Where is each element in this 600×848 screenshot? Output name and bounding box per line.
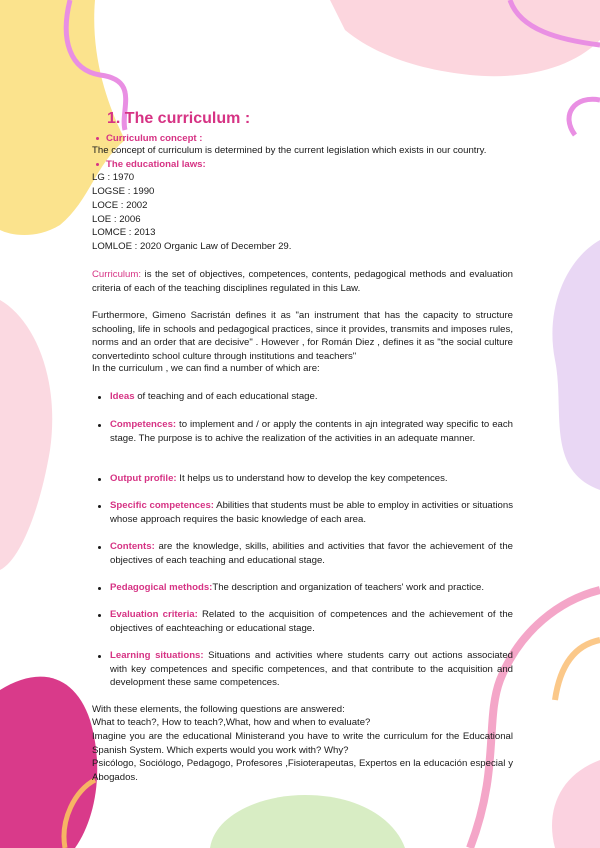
- item-term: Output profile:: [110, 473, 177, 484]
- gimeno-paragraph: Furthermore, Gimeno Sacristán defines it as "an instrument that has the capacity to structure schooling, life in schools and pedagogical practices, since it provides, transmits and imposes rules, norms and an order that are decisive" . However , for Román Diez , defines it as "the social culture convertedinto school culture through institutions and teachers": [92, 310, 513, 362]
- item-term: Pedagogical methods:: [110, 582, 213, 593]
- curriculum-concept-label: Curriculum concept :: [106, 133, 203, 144]
- imagine-paragraph: Imagine you are the educational Ministerand you have to write the curriculum for the Educational Spanish System. Which experts would you work with? Why?: [92, 731, 513, 756]
- list-intro: In the curriculum , we can find a number of which are:: [92, 363, 320, 374]
- concept-text: The concept of curriculum is determined by the current legislation which exists in our country.: [92, 145, 487, 156]
- bullet-icon: [98, 587, 101, 590]
- item-term: Contents:: [110, 541, 155, 552]
- questions-text: What to teach?, How to teach?,What, how and when to evaluate?: [92, 717, 371, 728]
- experts-paragraph: Psicólogo, Sociólogo, Pedagogo, Profesores ,Fisioterapeutas, Expertos en la educación especial y Abogados.: [92, 758, 513, 783]
- list-item: [110, 608, 513, 635]
- list-item: [110, 581, 513, 595]
- item-term: Evaluation criteria:: [110, 609, 198, 620]
- bullet-icon: [98, 396, 101, 399]
- item-text: Situations and activities where students carry out actions associated with key competences and specific competences, and that contribute to the acquisition and development these same competences.: [110, 650, 513, 689]
- law-item: LG : 1970: [92, 172, 135, 183]
- item-text: It helps us to understand how to develop the key competences.: [176, 473, 448, 484]
- item-text: of teaching and of each educational stage.: [134, 391, 318, 402]
- bullet-icon: [98, 655, 101, 658]
- list-item: [110, 418, 513, 445]
- definition-text: is the set of objectives, competences, contents, pedagogical methods and evaluation criteria of each of the teaching disciplines regulated in this Law.: [92, 269, 513, 294]
- list-item: [110, 390, 513, 404]
- list-item: [110, 649, 513, 690]
- law-item: LOMCE : 2013: [92, 227, 156, 238]
- law-item: LOE : 2006: [92, 214, 141, 225]
- item-text: Related to the acquisition of competences and the achievement of the objectives of eachteaching or educational stage.: [110, 609, 513, 634]
- laws-heading-label: The educational laws:: [106, 159, 206, 170]
- bullet-icon: [98, 546, 101, 549]
- list-item: [110, 540, 513, 567]
- item-text: Abilities that students must be able to employ in activities or situations whose approach requires the basic knowledge of each area.: [110, 500, 514, 525]
- bullet-icon: [98, 505, 101, 508]
- law-item: LOCE : 2002: [92, 200, 148, 211]
- bullet-icon: [98, 424, 101, 427]
- pink-bullet-icon: [96, 137, 99, 140]
- item-text: to implement and / or apply the contents in ajn integrated way specific to each stage. The purpose is to achive the realization of the activities in an adequate manner.: [110, 419, 513, 444]
- pink-bullet-icon: [96, 163, 99, 166]
- curriculum-definition: [92, 268, 513, 295]
- item-term: Ideas: [110, 391, 135, 402]
- questions-intro: With these elements, the following questions are answered:: [92, 704, 345, 715]
- item-term: Learning situations:: [110, 650, 204, 661]
- curriculum-concept-heading: [96, 133, 202, 144]
- list-item: [110, 499, 513, 526]
- item-text: are the knowledge, skills, abilities and activities that favor the achievement of the objectives of each teaching and educational stage.: [110, 541, 513, 566]
- definition-term: Curriculum:: [92, 269, 142, 280]
- item-text: The description and organization of teachers' work and practice.: [212, 582, 485, 593]
- law-item: LOMLOE : 2020 Organic Law of December 29.: [92, 241, 292, 252]
- law-item: LOGSE : 1990: [92, 186, 155, 197]
- list-item: [110, 472, 513, 486]
- page-title: 1. The curriculum :: [107, 110, 251, 127]
- item-term: Competences:: [110, 419, 177, 430]
- laws-heading: [96, 159, 206, 170]
- item-term: Specific competences:: [110, 500, 215, 511]
- bullet-icon: [98, 614, 101, 617]
- bullet-icon: [98, 478, 101, 481]
